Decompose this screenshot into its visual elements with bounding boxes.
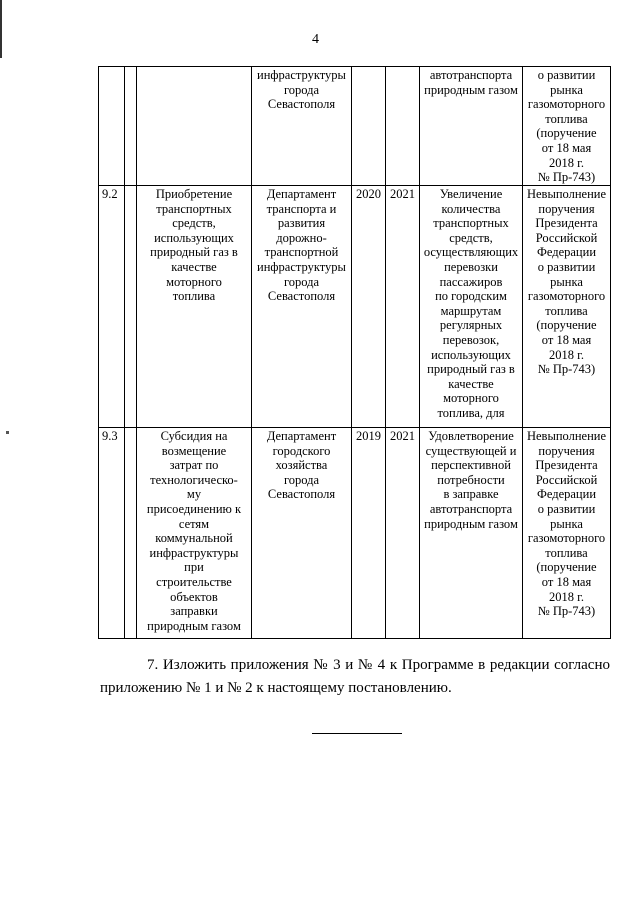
consequences-cell: Невыполнение поручения Президента Российской Федерации о развитии рынка газомоторного топлива (поручение от 18 мая 2018 г. № Пр-743) [523,428,611,639]
margin-edge-mark [0,0,2,58]
row-number-cell: 9.2 [99,186,125,428]
page-number: 4 [312,32,319,47]
consequences-cell: о развитии рынка газомоторного топлива (поручение от 18 мая 2018 г. № Пр-743) [523,67,611,186]
executor-cell: инфраструктуры города Севастополя [252,67,352,186]
expected-result-cell: Увеличение количества транспортных средств, осуществляющих перевозки пассажиров по городским маршрутам регулярных перевозок, использующих природный газ в качестве моторного топлива, для [420,186,523,428]
paragraph-line-2: приложению № 1 и № 2 к настоящему постановлению. [100,680,452,696]
closing-divider-line [312,733,402,734]
table-row [99,428,611,639]
consequences-cell: Невыполнение поручения Президента Российской Федерации о развитии рынка газомоторного топлива (поручение от 18 мая 2018 г. № Пр-743) [523,186,611,428]
table-row [99,67,611,186]
narrow-column-cell [125,186,137,428]
body-paragraph [100,654,610,700]
measures-table [98,66,611,639]
measure-name-cell: Приобретение транспортных средств, использующих природный газ в качестве моторного топлива [137,186,252,428]
measure-name-cell [137,67,252,186]
paragraph-line-1: 7. Изложить приложения № 3 и № 4 к Программе в редакции согласно [147,657,610,673]
row-number-cell [99,67,125,186]
executor-cell: Департамент городского хозяйства города Севастополя [252,428,352,639]
year-end-cell: 2021 [386,428,420,639]
expected-result-cell: Удовлетворение существующей и перспективной потребности в заправке автотранспорта природным газом [420,428,523,639]
margin-dot [6,431,9,434]
narrow-column-cell [125,428,137,639]
executor-cell: Департамент транспорта и развития дорожно- транспортной инфраструктуры города Севастополя [252,186,352,428]
year-start-cell: 2019 [352,428,386,639]
row-number-cell: 9.3 [99,428,125,639]
year-start-cell: 2020 [352,186,386,428]
measure-name-cell: Субсидия на возмещение затрат по технологическо- му присоединению к сетям коммунальной инфраструктуры при строительстве объектов заправки природным газом [137,428,252,639]
expected-result-cell: автотранспорта природным газом [420,67,523,186]
year-end-cell: 2021 [386,186,420,428]
year-end-cell [386,67,420,186]
narrow-column-cell [125,67,137,186]
table-row [99,186,611,428]
year-start-cell [352,67,386,186]
